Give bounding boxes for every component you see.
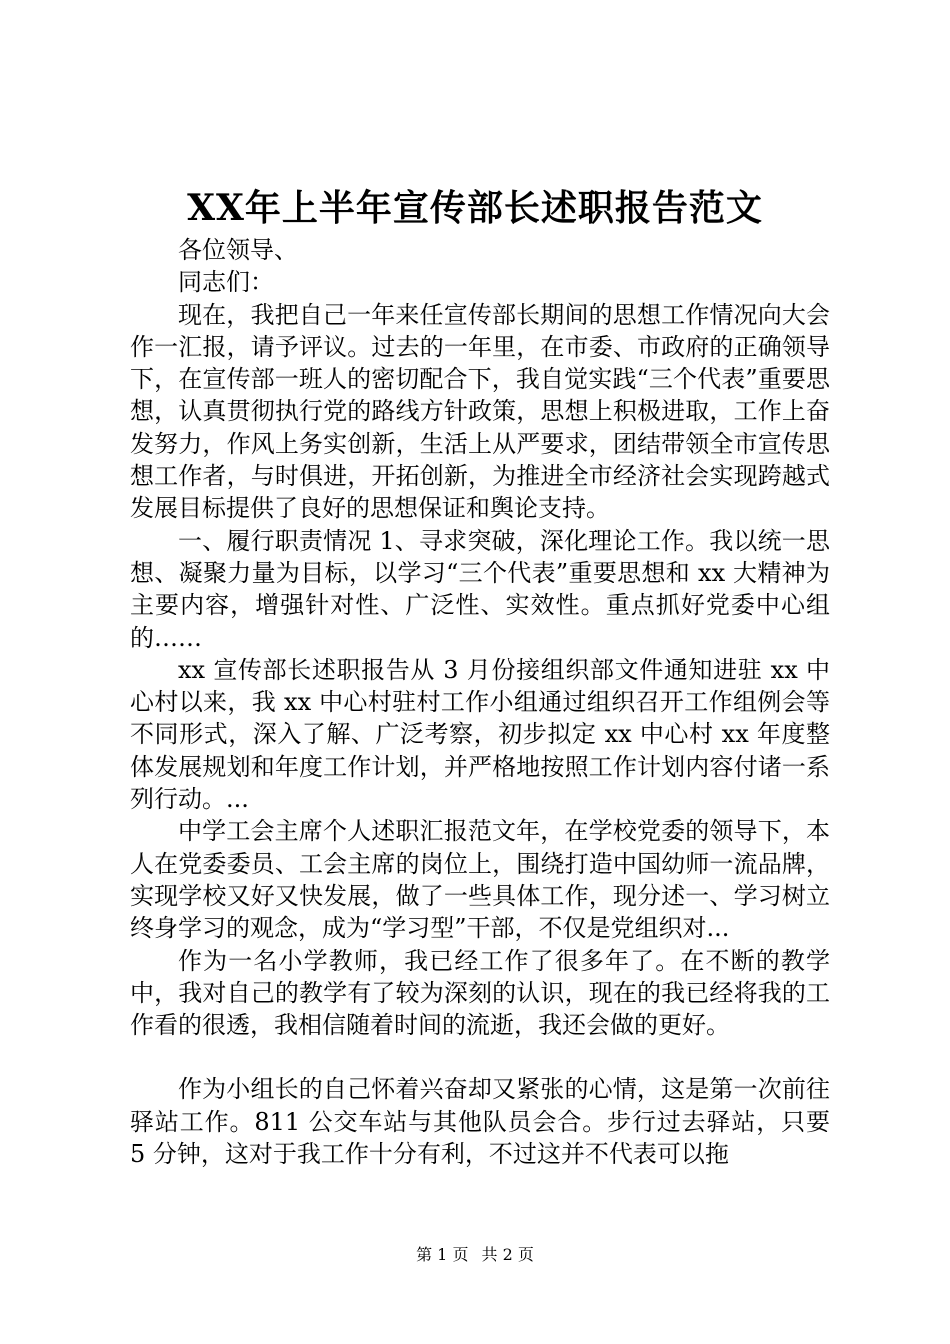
salutation-line: 各位领导、 xyxy=(178,236,298,264)
page-footer xyxy=(0,1244,950,1266)
body-paragraph: xx 宣传部长述职报告从 3 月份接组织部文件通知进驻 xx 中心村以来，我 xx 中心村驻村工作小组通过组织召开工作组例会等不同形式，深入了解、广泛考察，初步拟定 xx 中心村 xx 年度整体发展规划和年度工作计划，并严格地按照工作计划内容付诸一系列行动。... xyxy=(130,655,830,814)
body-paragraph: 作为一名小学教师，我已经工作了很多年了。在不断的教学中，我对自己的教学有了较为深刻的认识，现在的我已经将我的工作看的很透，我相信随着时间的流逝，我还会做的更好。 xyxy=(130,946,830,1040)
body-paragraph: 作为小组长的自己怀着兴奋却又紧张的心情，这是第一次前往驿站工作。811 公交车站与其他队员会合。步行过去驿站，只要 5 分钟，这对于我工作十分有利，不过这并不代表可以拖 xyxy=(130,1075,830,1169)
page-number: 第 1 页 xyxy=(416,1245,469,1264)
document-title: XX年上半年宣传部长述职报告范文 xyxy=(187,187,763,229)
body-paragraph: 现在，我把自己一年来任宣传部长期间的思想工作情况向大会作一汇报，请予评议。过去的一年里，在市委、市政府的正确领导下，在宣传部一班人的密切配合下，我自觉实践“三个代表”重要思想，认真贯彻执行党的路线方针政策，思想上积极进取，工作上奋发努力，作风上务实创新，生活上从严要求，团结带领全市宣传思想工作者，与时俱进，开拓创新，为推进全市经济社会实现跨越式发展目标提供了良好的思想保证和舆论支持。 xyxy=(130,300,830,523)
body-paragraph: 中学工会主席个人述职汇报范文年，在学校党委的领导下，本人在党委委员、工会主席的岗位上，围绕打造中国幼师一流品牌，实现学校又好又快发展，做了一些具体工作，现分述一、学习树立终身学习的观念，成为“学习型”干部，不仅是党组织对... xyxy=(130,817,830,943)
salutation-line: 同志们： xyxy=(178,268,274,297)
document-body xyxy=(130,234,830,1170)
body-paragraph: 一、履行职责情况 1、寻求突破，深化理论工作。我以统一思想、凝聚力量为目标，以学习“三个代表”重要思想和 xx 大精神为主要内容，增强针对性、广泛性、实效性。重点抓好党委中心组的…… xyxy=(130,526,830,652)
page-count: 共 2 页 xyxy=(481,1245,534,1264)
